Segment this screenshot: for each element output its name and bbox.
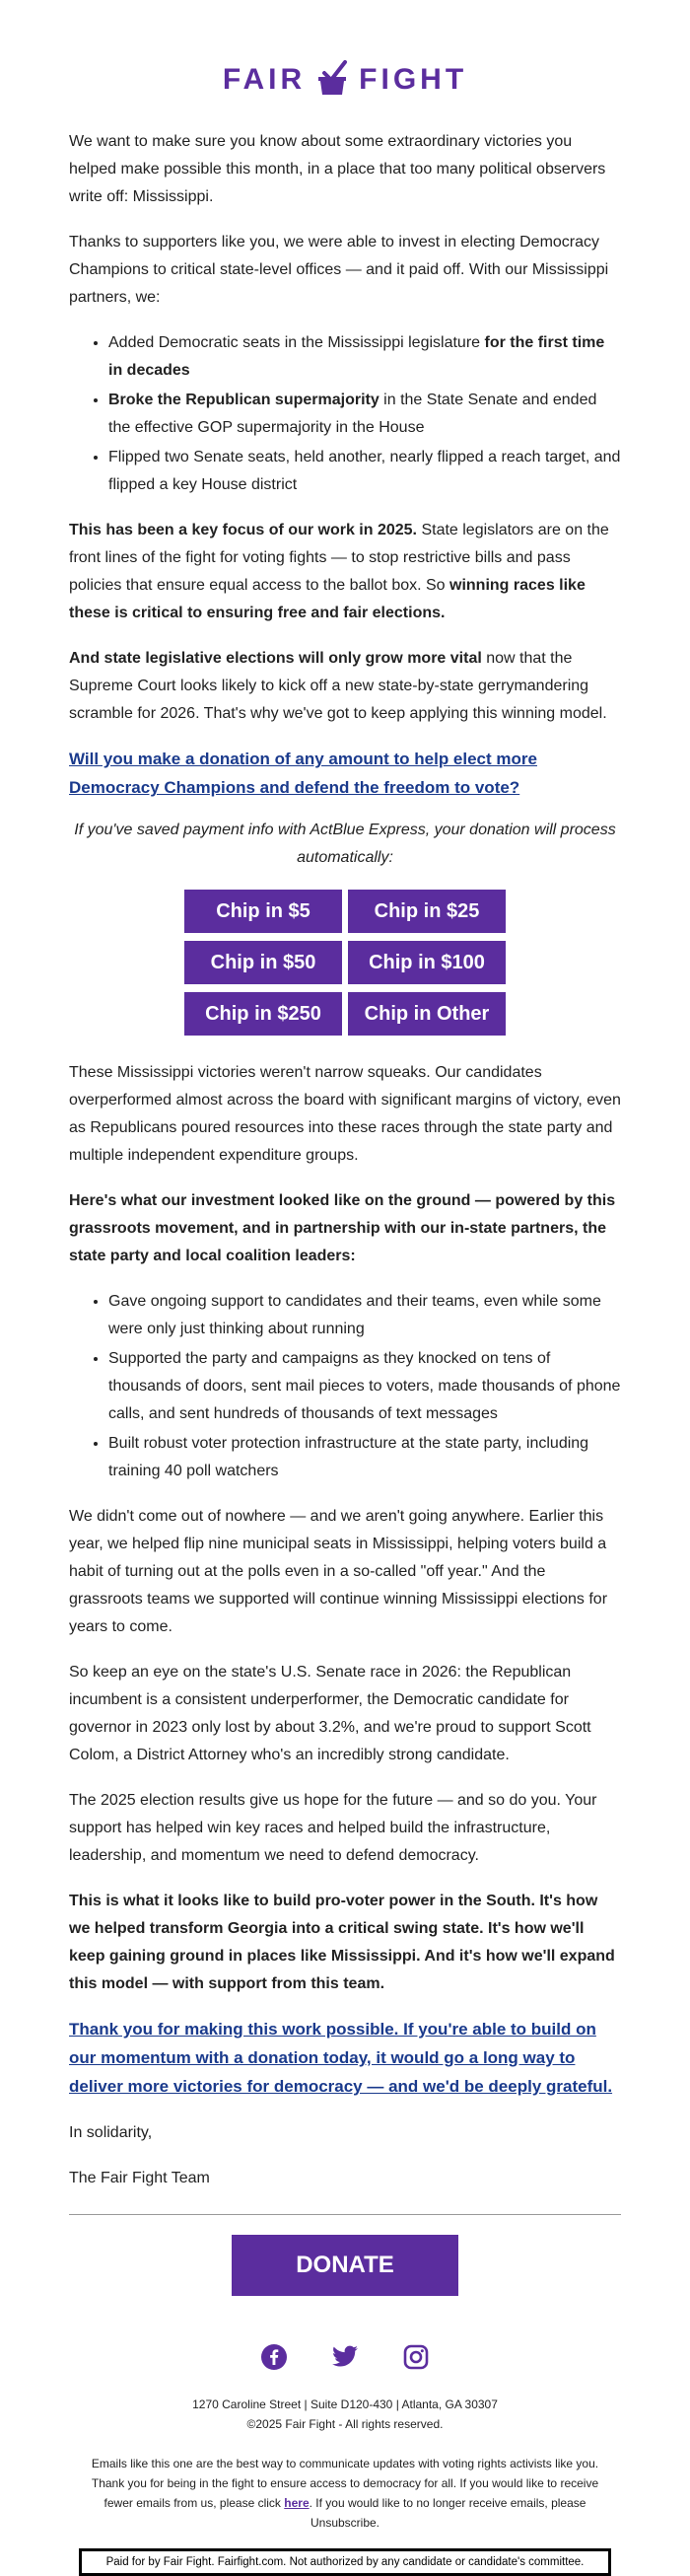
chip-in-50-button[interactable]: Chip in $50 xyxy=(184,941,342,984)
list-item: • Broke the Republican supermajority in the State Senate and ended the effective GOP supermajority in the House xyxy=(108,387,621,442)
legislative-paragraph: And state legislative elections will only grow more vital now that the Supreme Court looks likely to kick off a new state-by-state gerrymandering scramble for 2026. That's why we've got to keep applying this winning model. xyxy=(69,650,607,722)
fewer-emails-link[interactable]: here xyxy=(284,2496,310,2510)
chip-in-25-button[interactable]: Chip in $25 xyxy=(348,890,506,933)
email-preferences-note: Emails like this one are the best way to communicate updates with voting rights activists like you. Thank you for being in the fight to ensure access to democracy for all. If you would like to receive fewer emails from us, please click here. If you would like to no longer receive emails, please Unsubscribe. xyxy=(91,2457,599,2530)
signoff: In solidarity, xyxy=(69,2124,153,2141)
list-item: • Added Democratic seats in the Mississippi legislature for the first time in decades xyxy=(108,329,621,385)
intro-paragraph: We want to make sure you know about some extraordinary victories you helped make possible this month, in a place that too many political observers write off: Mississippi. xyxy=(69,133,606,205)
chip-in-100-button[interactable]: Chip in $100 xyxy=(348,941,506,984)
logo-word-right: FIGHT xyxy=(359,63,468,96)
list-item: • Flipped two Senate seats, held another, nearly flipped a reach target, and flipped a key House district xyxy=(108,444,621,499)
investment-list xyxy=(69,1288,621,1485)
list-item: • Built robust voter protection infrastructure at the state party, including training 40 poll watchers xyxy=(108,1430,621,1485)
chip-in-other-button[interactable]: Chip in Other xyxy=(348,992,506,1036)
list-item: • Gave ongoing support to candidates and their teams, even while some were only just thinking about running xyxy=(108,1288,621,1343)
senate-paragraph: So keep an eye on the state's U.S. Senate race in 2026: the Republican incumbent is a consistent underperformer, the Democratic candidate for governor in 2023 only lost by about 3.2%, and we're proud to support Scott Colom, a District Attorney who's an incredibly strong candidate. xyxy=(69,1664,591,1763)
focus-paragraph: This has been a key focus of our work in 2025. State legislators are on the front lines of the fight for voting fights — to stop restrictive bills and pass policies that ensure equal access to the ballot box. So winning races like these is critical to ensuring free and fair elections. xyxy=(69,522,609,621)
instagram-icon[interactable] xyxy=(402,2343,430,2371)
social-links xyxy=(69,2343,621,2371)
hope-paragraph: The 2025 election results give us hope for the future — and so do you. Your support has helped win key races and helped build the infrastructure, leadership, and momentum we need to defend democracy. xyxy=(69,1792,597,1864)
list-item: • Supported the party and campaigns as they knocked on tens of thousands of doors, sent mail pieces to voters, made thousands of phone calls, and sent hundreds of thousands of text messages xyxy=(108,1345,621,1428)
mailing-address: 1270 Caroline Street | Suite D120-430 | Atlanta, GA 30307 xyxy=(192,2397,498,2411)
thank-you-donation-link[interactable]: Thank you for making this work possible. If you're able to build on our momentum with a donation today, it would go a long way to deliver more victories for democracy — and we'd be deeply grateful. xyxy=(69,2020,613,2096)
chip-in-buttons xyxy=(69,890,621,1036)
facebook-icon[interactable] xyxy=(260,2343,288,2371)
copyright: ©2025 Fair Fight - All rights reserved. xyxy=(246,2417,444,2431)
pro-voter-paragraph: This is what it looks like to build pro-voter power in the South. It's how we helped transform Georgia into a critical swing state. It's how we'll keep gaining ground in places like Mississippi. And it's how we'll expand this model — with support from this team. xyxy=(69,1893,615,1992)
fair-fight-logo[interactable] xyxy=(69,0,621,110)
chip-in-250-button[interactable]: Chip in $250 xyxy=(184,992,342,1036)
logo-word-left: FAIR xyxy=(222,63,307,96)
history-paragraph: We didn't come out of nowhere — and we aren't going anywhere. Earlier this year, we helped flip nine municipal seats in Mississippi, helping voters build a habit of turning out at the polls even in a so-called "off year." And the grassroots teams we supported will continue winning Mississippi elections for years to come. xyxy=(69,1508,608,1635)
footer-divider xyxy=(69,2214,621,2215)
twitter-icon[interactable] xyxy=(331,2343,359,2371)
actblue-note: If you've saved payment info with ActBlue Express, your donation will process automatically: xyxy=(74,822,616,866)
paid-for-disclaimer: Paid for by Fair Fight. Fairfight.com. Not authorized by any candidate or candidate's committee. xyxy=(79,2548,611,2576)
ballot-box-check-icon xyxy=(315,59,349,102)
mailing-address-block xyxy=(69,2395,621,2434)
donation-ask-link[interactable]: Will you make a donation of any amount to help elect more Democracy Champions and defend the freedom to vote? xyxy=(69,750,537,797)
victories-paragraph: These Mississippi victories weren't narrow squeaks. Our candidates overperformed almost across the board with significant margins of victory, even as Republicans poured resources into these races through the state party and multiple independent expenditure groups. xyxy=(69,1064,621,1164)
email-container xyxy=(69,0,621,2576)
signature: The Fair Fight Team xyxy=(69,2170,210,2186)
victories-list xyxy=(69,329,621,499)
donate-button[interactable]: DONATE xyxy=(232,2235,458,2296)
chip-in-5-button[interactable]: Chip in $5 xyxy=(184,890,342,933)
thanks-paragraph: Thanks to supporters like you, we were able to invest in electing Democracy Champions to critical state-level offices — and it paid off. With our Mississippi partners, we: xyxy=(69,234,609,306)
investment-heading: Here's what our investment looked like on the ground — powered by this grassroots movement, and in partnership with our in-state partners, the state party and local coalition leaders: xyxy=(69,1192,616,1264)
